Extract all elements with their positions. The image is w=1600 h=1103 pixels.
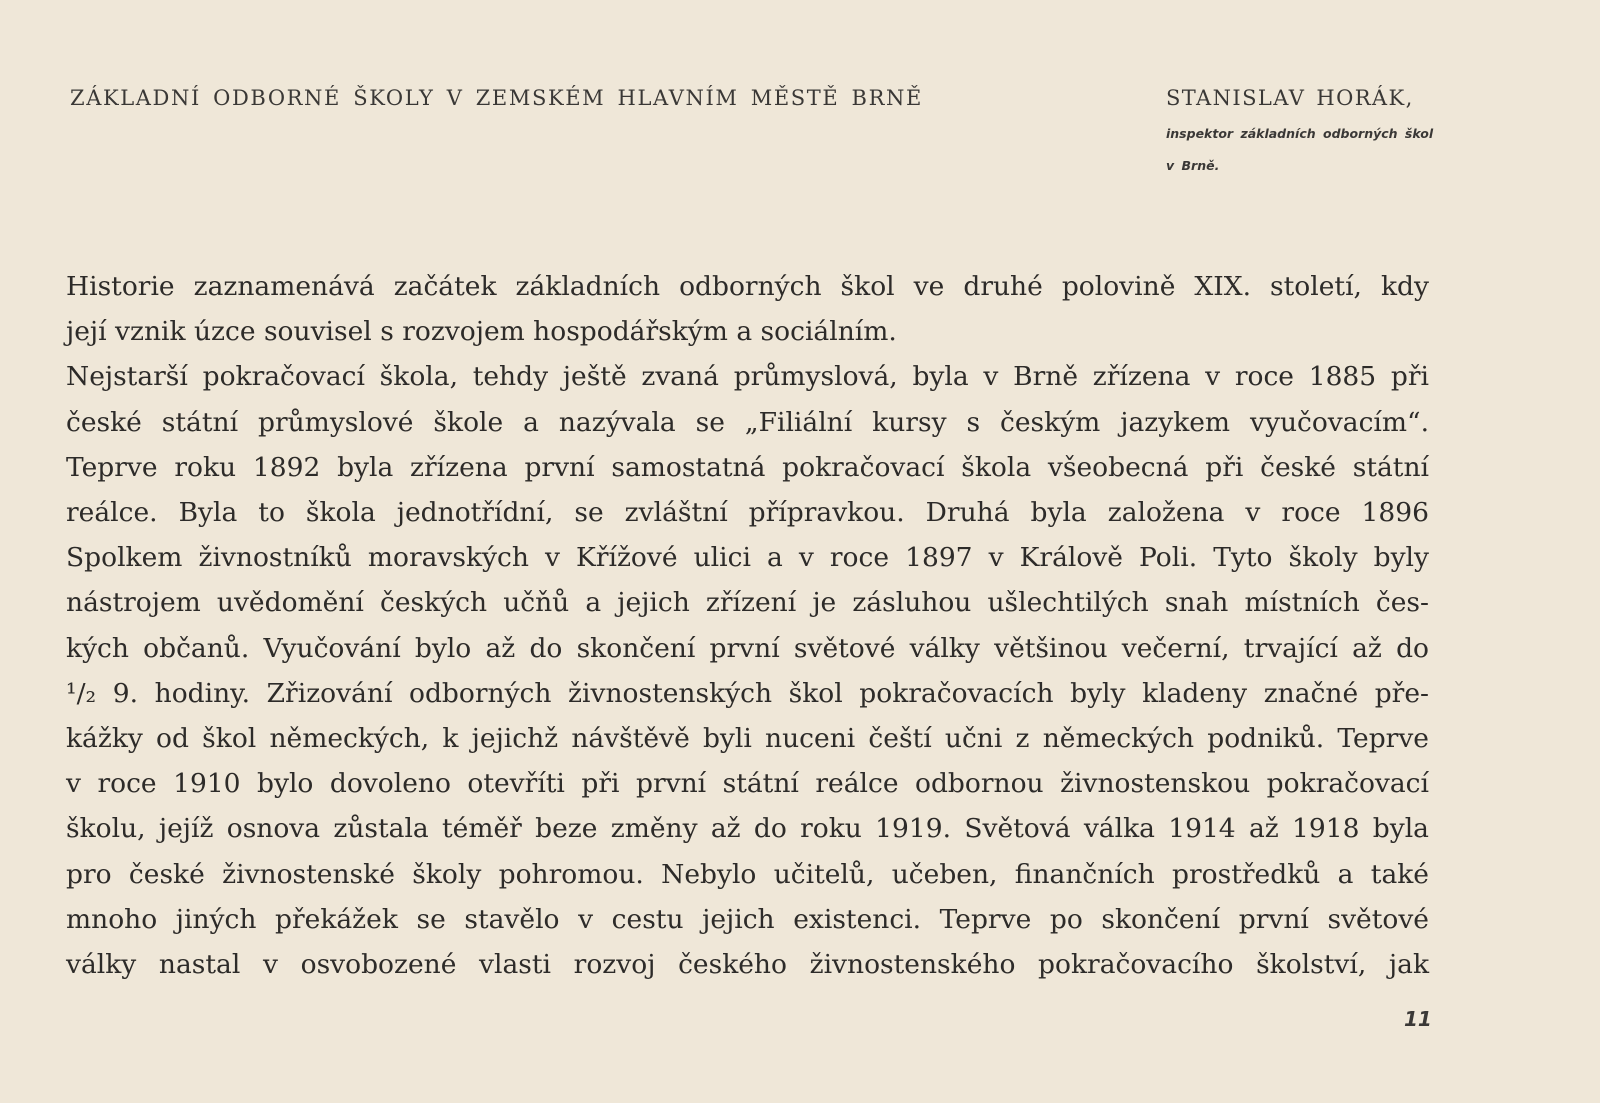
text-line: mnoho jiných překážek se stavělo v cestu jejich existenci. Teprve po skončení první světové (66, 903, 1429, 935)
author-block (1166, 86, 1456, 182)
author-role: inspektor základních odborných škol v Brně. (1166, 126, 1434, 173)
text-line: reálce. Byla to škola jednotřídní, se zvláštní přípravkou. Druhá byla založena v roce 1896 (66, 497, 1429, 529)
text-line: Nejstarší pokračovací škola, tehdy ještě zvaná průmyslová, byla v Brně zřízena v roce 1885 při (66, 361, 1429, 393)
body-paragraphs (66, 264, 1429, 987)
text-line: v roce 1910 bylo dovoleno otevříti při první státní reálce odbornou živnostenskou pokračovací (66, 768, 1429, 800)
text-line: školu, jejíž osnova zůstala téměř beze změny až do roku 1919. Světová válka 1914 až 1918 byla (66, 813, 1429, 845)
text-line: její vznik úzce souvisel s rozvojem hospodářským a sociálním. (66, 316, 897, 348)
text-line: pro české živnostenské školy pohromou. Nebylo učitelů, učeben, finančních prostředků a také (66, 858, 1429, 890)
running-header-title: ZÁKLADNÍ ODBORNÉ ŠKOLY V ZEMSKÉM HLAVNÍM MĚSTĚ BRNĚ (70, 86, 923, 110)
page-number: 11 (1404, 1007, 1432, 1031)
text-line: Spolkem živnostníků moravských v Křížové ulici a v roce 1897 v Králově Poli. Tyto školy byly (66, 542, 1429, 574)
text-line: kých občanů. Vyučování bylo až do skončení první světové války většinou večerní, trvající až do (66, 632, 1429, 664)
text-line: české státní průmyslové škole a nazývala se „Filiální kursy s českým jazykem vyučovacím“. (66, 406, 1429, 438)
text-line: války nastal v osvobozené vlasti rozvoj českého živnostenského pokračovacího školství, jak (66, 949, 1429, 981)
text-line: nástrojem uvědomění českých učňů a jejich zřízení je zásluhou ušlechtilých snah místních čes- (66, 587, 1429, 619)
author-name: STANISLAV HORÁK, (1166, 86, 1414, 110)
text-line: ¹/₂ 9. hodiny. Zřizování odborných živnostenských škol pokračovacích byly kladeny značné pře- (66, 677, 1429, 709)
text-line: kážky od škol německých, k jejichž návštěvě byli nuceni čeští učni z německých podniků. Teprve (66, 723, 1429, 755)
text-line: Historie zaznamenává začátek základních odborných škol ve druhé polovině XIX. století, kdy (66, 271, 1429, 302)
text-line: Teprve roku 1892 byla zřízena první samostatná pokračovací škola všeobecná při české státní (66, 451, 1429, 483)
